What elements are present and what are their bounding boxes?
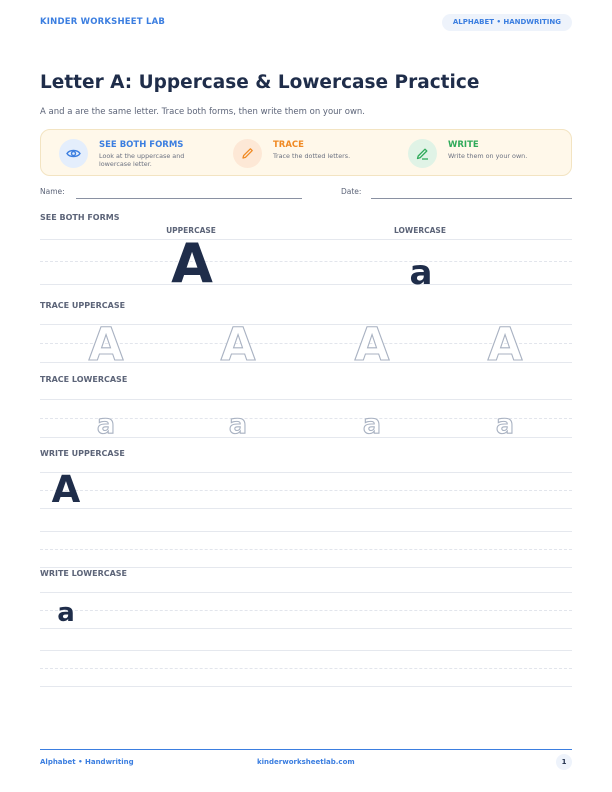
date-label: Date: — [341, 187, 362, 196]
guide-baseline — [40, 686, 572, 687]
step-trace-title: TRACE — [273, 140, 304, 150]
trace-uppercase-letter[interactable]: A — [88, 318, 124, 371]
step-write-title: WRITE — [448, 140, 479, 150]
page-subtitle: A and a are the same letter. Trace both forms, then write them on your own. — [40, 107, 365, 117]
guide-midline — [40, 418, 572, 419]
example-lowercase-letter: a — [57, 598, 75, 628]
pen-icon — [408, 139, 437, 168]
trace-lowercase-letter[interactable]: a — [362, 409, 382, 440]
trace-lowercase-letter[interactable]: a — [495, 409, 515, 440]
example-uppercase-letter: A — [51, 468, 81, 511]
guide-baseline — [40, 508, 572, 509]
guide-midline — [40, 261, 572, 262]
eye-icon — [59, 139, 88, 168]
trace-uppercase-letter[interactable]: A — [487, 318, 523, 371]
trace-uppercase-letter[interactable]: A — [354, 318, 390, 371]
step-see-desc: Look at the uppercase and lowercase letter. — [99, 152, 185, 168]
guide-baseline — [40, 567, 572, 568]
step-write — [408, 138, 568, 170]
guide-line — [40, 650, 572, 651]
step-see — [59, 138, 219, 170]
step-see-title: SEE BOTH FORMS — [99, 140, 184, 150]
section-write-lowercase: WRITE LOWERCASE — [40, 569, 128, 578]
steps-panel — [40, 129, 572, 176]
column-uppercase: UPPERCASE — [166, 226, 216, 235]
topic-badge: ALPHABET • HANDWRITING — [442, 14, 572, 31]
trace-lowercase-letter[interactable]: a — [228, 409, 248, 440]
guide-midline — [40, 549, 572, 550]
guide-line — [40, 239, 572, 240]
trace-uppercase-letter[interactable]: A — [220, 318, 256, 371]
guide-midline — [40, 668, 572, 669]
guide-line — [40, 531, 572, 532]
model-lowercase-letter: a — [409, 253, 433, 293]
guide-midline — [40, 610, 572, 611]
page-number: 1 — [556, 754, 572, 770]
column-lowercase: LOWERCASE — [394, 226, 446, 235]
model-uppercase-letter: A — [171, 232, 213, 295]
guide-line — [40, 399, 572, 400]
guide-midline — [40, 490, 572, 491]
footer-divider — [40, 749, 572, 750]
trace-lowercase-letter[interactable]: a — [96, 409, 116, 440]
section-trace-lowercase: TRACE LOWERCASE — [40, 375, 128, 384]
footer-website-link[interactable]: kinderworksheetlab.com — [257, 758, 355, 766]
guide-baseline — [40, 437, 572, 438]
guide-line — [40, 592, 572, 593]
step-trace — [233, 138, 393, 170]
section-write-uppercase: WRITE UPPERCASE — [40, 449, 125, 458]
pencil-icon — [233, 139, 262, 168]
name-label: Name: — [40, 187, 65, 196]
date-field[interactable] — [371, 198, 572, 199]
brand-name: KINDER WORKSHEET LAB — [40, 17, 166, 27]
step-trace-desc: Trace the dotted letters. — [273, 152, 351, 160]
step-write-desc: Write them on your own. — [448, 152, 528, 160]
guide-baseline — [40, 628, 572, 629]
section-trace-uppercase: TRACE UPPERCASE — [40, 301, 126, 310]
guide-line — [40, 472, 572, 473]
page-title: Letter A: Uppercase & Lowercase Practice — [40, 72, 480, 93]
guide-baseline — [40, 284, 572, 285]
name-field[interactable] — [76, 198, 302, 199]
section-see-both-forms: SEE BOTH FORMS — [40, 213, 120, 222]
footer-topic: Alphabet • Handwriting — [40, 758, 134, 766]
